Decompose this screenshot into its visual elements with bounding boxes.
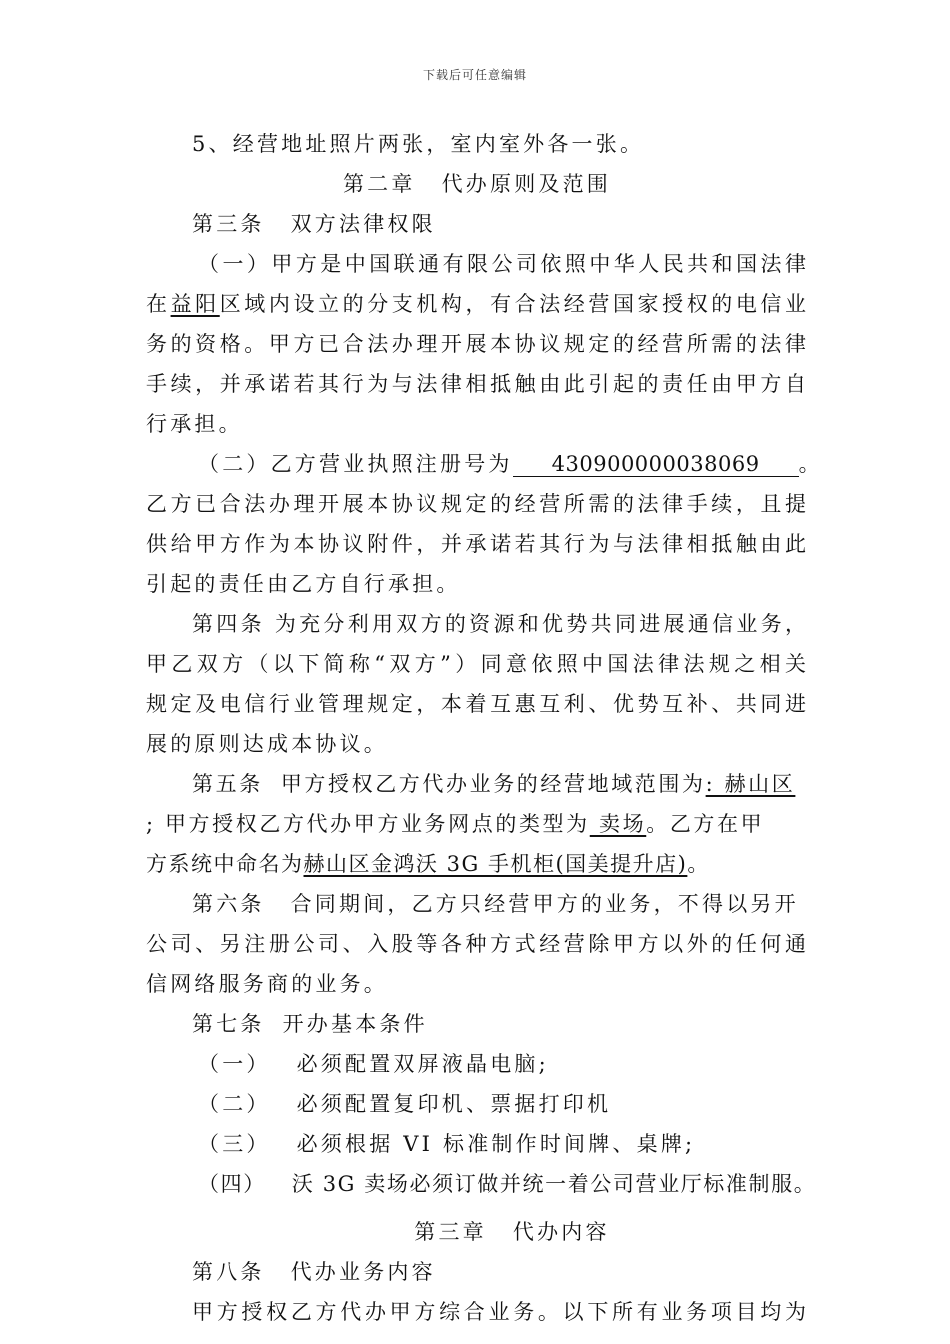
chapter-2-heading bbox=[146, 164, 808, 204]
article-3-title: 双方法律权限 bbox=[290, 212, 436, 236]
article-3-heading bbox=[146, 204, 808, 244]
outlet-name-blank: 赫山区金鸿沃 3G 手机柜(国美提升店) bbox=[303, 852, 688, 876]
article-8-heading bbox=[146, 1252, 808, 1292]
article-3-number: 第三条 bbox=[192, 212, 265, 236]
paragraph-line: 引起的责任由乙方自行承担。 bbox=[146, 572, 461, 596]
paragraph-line: 第五条 甲方授权乙方代办业务的经营地域范围为: 赫山区 bbox=[192, 772, 796, 796]
paragraph-line: 供给甲方作为本协议附件，并承诺若其行为与法律相抵触由此 bbox=[146, 532, 808, 556]
article-7-heading bbox=[146, 1004, 808, 1044]
paragraph-line: 手续，并承诺若其行为与法律相抵触由此引起的责任由甲方自 bbox=[146, 372, 808, 396]
chapter-3-title: 代办内容 bbox=[512, 1220, 610, 1244]
chapter-2-title: 代办原则及范围 bbox=[441, 172, 611, 196]
region-blank: 益阳 bbox=[170, 292, 220, 316]
paragraph-line: 务的资格。甲方已合法办理开展本协议规定的经营所需的法律 bbox=[146, 332, 808, 356]
paragraph-line: （一）甲方是中国联通有限公司依照中华人民共和国法律 bbox=[198, 252, 808, 276]
list-item: （一） 必须配置双屏液晶电脑; bbox=[198, 1052, 549, 1076]
chapter-3-heading bbox=[146, 1212, 808, 1252]
list-item: （二） 必须配置复印机、票据打印机 bbox=[198, 1092, 612, 1116]
paragraph-line: 在益阳区域内设立的分支机构，有合法经营国家授权的电信业 bbox=[146, 292, 809, 316]
area-blank: : 赫山区 bbox=[705, 772, 796, 796]
article-5 bbox=[146, 764, 808, 884]
paragraph-line: ; 甲方授权乙方代办甲方业务网点的类型为 卖场。乙方在甲 bbox=[146, 812, 765, 836]
item-5: 5、经营地址照片两张，室内室外各一张。 bbox=[192, 132, 645, 156]
paragraph-line: 甲方授权乙方代办甲方综合业务。以下所有业务项目均为 bbox=[192, 1300, 808, 1324]
article-8-number: 第八条 bbox=[192, 1260, 265, 1284]
article-7-title: 开办基本条件 bbox=[282, 1012, 428, 1036]
paragraph-2 bbox=[146, 444, 823, 604]
paragraph-line: 方系统中命名为赫山区金鸿沃 3G 手机柜(国美提升店)。 bbox=[146, 852, 710, 876]
article-6-number: 第六条 bbox=[192, 892, 265, 916]
paragraph-line: 信网络服务商的业务。 bbox=[146, 972, 388, 996]
list-item: （三） 必须根据 VI 标准制作时间牌、桌牌; bbox=[198, 1132, 696, 1156]
paragraph-line: （二）乙方营业执照注册号为 430900000038069 。 bbox=[198, 452, 823, 476]
paragraph-line: 甲乙双方（以下简称“双方”）同意依照中国法律法规之相关 bbox=[146, 652, 808, 676]
paragraph-line: 第四条 为充分利用双方的资源和优势共同进展通信业务， bbox=[192, 612, 808, 636]
type-blank: 卖场 bbox=[589, 812, 647, 836]
paragraph-1 bbox=[146, 244, 808, 444]
article-8-title: 代办业务内容 bbox=[290, 1260, 436, 1284]
document-body bbox=[146, 124, 823, 1332]
chapter-2-number: 第二章 bbox=[342, 172, 416, 196]
paragraph-line: 展的原则达成本协议。 bbox=[146, 732, 388, 756]
paragraph-line: 公司、另注册公司、入股等各种方式经营除甲方以外的任何通 bbox=[146, 932, 808, 956]
paragraph-line: 第六条 合同期间，乙方只经营甲方的业务，不得以另开 bbox=[192, 892, 799, 916]
paragraph-line: 乙方已合法办理开展本协议规定的经营所需的法律手续，且提 bbox=[146, 492, 808, 516]
paragraph-line: 规定及电信行业管理规定，本着互惠互利、优势互补、共同进 bbox=[146, 692, 808, 716]
article-6 bbox=[146, 884, 808, 1004]
paragraph-line: 行承担。 bbox=[146, 412, 243, 436]
article-7-number: 第七条 bbox=[192, 1012, 265, 1036]
page-header: 下载后可任意编辑 bbox=[422, 68, 527, 82]
chapter-3-number: 第三章 bbox=[414, 1220, 487, 1244]
article-4 bbox=[146, 604, 808, 764]
list-item: （四） 沃 3G 卖场必须订做并统一着公司营业厅标准制服。 bbox=[198, 1172, 817, 1196]
registration-number: 430900000038069 bbox=[513, 452, 799, 477]
article-5-number: 第五条 bbox=[192, 772, 263, 796]
